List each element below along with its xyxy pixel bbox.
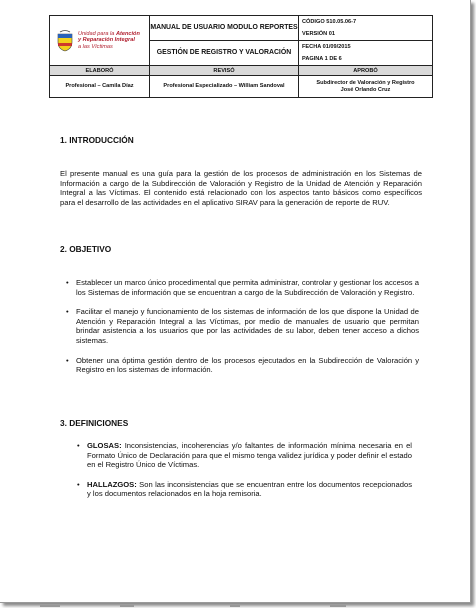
pagina-label: PAGINA 1 DE 6 xyxy=(302,56,342,62)
intro-paragraph: El presente manual es una guía para la gestión de los procesos de administración en los Sistemas de Información a cargo de la Subdirección de Valoración y Registro de la Unidad de Atención y Reparación Integral a las Víctimas. El contenido está relacionado con los aspectos tanto básicos como específicos para el desarrollo de las actividades en el aplicativo SIRAV para la generación de reporte de RUV. xyxy=(60,169,422,207)
elaboro-name: Profesional – Camila Díaz xyxy=(50,76,150,98)
reviso-heading: REVISÓ xyxy=(150,66,299,76)
version-label: VERSIÓN 01 xyxy=(302,31,335,37)
intro-heading: 1. INTRODUCCIÓN xyxy=(60,135,134,145)
page-edge-mark xyxy=(230,605,240,607)
list-item: • Obtener una óptima gestión dentro de los procesos ejecutados en la Subdirección de Valoración y Registro en los sistemas de información. xyxy=(66,355,419,375)
list-item: • HALLAZGOS: Son las inconsistencias que se encuentran entre los documentos recepcionados y los documentos relacionados en la hoja remisoria. xyxy=(77,479,412,499)
intro-section xyxy=(60,136,422,146)
aprobo-role: Subdirector de Valoración y Registro xyxy=(316,80,415,87)
coat-of-arms-icon xyxy=(56,30,74,52)
reviso-name: Profesional Especializado – William Sandoval xyxy=(150,76,299,98)
fecha-label: FECHA 01/09/2015 xyxy=(302,44,351,50)
codigo-label: CÓDIGO 510.05.06-7 xyxy=(302,19,357,25)
list-item: • GLOSAS: Inconsistencias, incoherencias y/o faltantes de información mínima necesaria en el Formato Único de Declaración para que el mismo tenga validez jurídica y poder definir el estado en el Registro Único de Víctimas. xyxy=(77,441,412,470)
page-edge-mark xyxy=(120,605,134,607)
manual-title: MANUAL DE USUARIO MODULO REPORTES xyxy=(150,16,299,41)
manual-subtitle: GESTIÓN DE REGISTRO Y VALORACIÓN xyxy=(150,41,299,66)
objective-heading: 2. OBJETIVO xyxy=(60,244,112,254)
list-item: • Facilitar el manejo y funcionamiento de los sistemas de información de los que dispone la Unidad de Atención y Reparación Integral a las Víctimas, por medio de manuales de usuario que permitan brindar asistencia a los usuarios que por las actividades de su labor, deben tener acceso a dichos sistemas. xyxy=(66,307,419,345)
objective-list xyxy=(65,278,419,375)
document-header-table xyxy=(49,15,433,98)
list-item: • Establecer un marco único procedimental que permita administrar, controlar y gestionar los accesos a los Sistemas de información que se encuentran a cargo de la Subdirección de Valoración y Registro. xyxy=(66,278,419,297)
definitions-list xyxy=(76,441,412,499)
page-edge-mark xyxy=(330,605,346,607)
definitions-heading: 3. DEFINICIONES xyxy=(60,418,129,428)
meta-codigo-version xyxy=(299,16,433,41)
aprobo-person: José Orlando Cruz xyxy=(340,86,391,93)
elaboro-heading: ELABORÓ xyxy=(50,66,150,76)
organization-logo-text: Unidad para la Atención y Reparación Integral a las Víctimas xyxy=(78,30,140,50)
page-edge-mark xyxy=(40,605,60,607)
objective-section xyxy=(60,245,422,255)
meta-fecha-pagina xyxy=(299,41,433,66)
aprobo-heading: APROBÓ xyxy=(299,66,433,76)
logo-cell xyxy=(50,16,150,66)
definitions-section xyxy=(60,419,422,429)
aprobo-name xyxy=(299,76,433,98)
